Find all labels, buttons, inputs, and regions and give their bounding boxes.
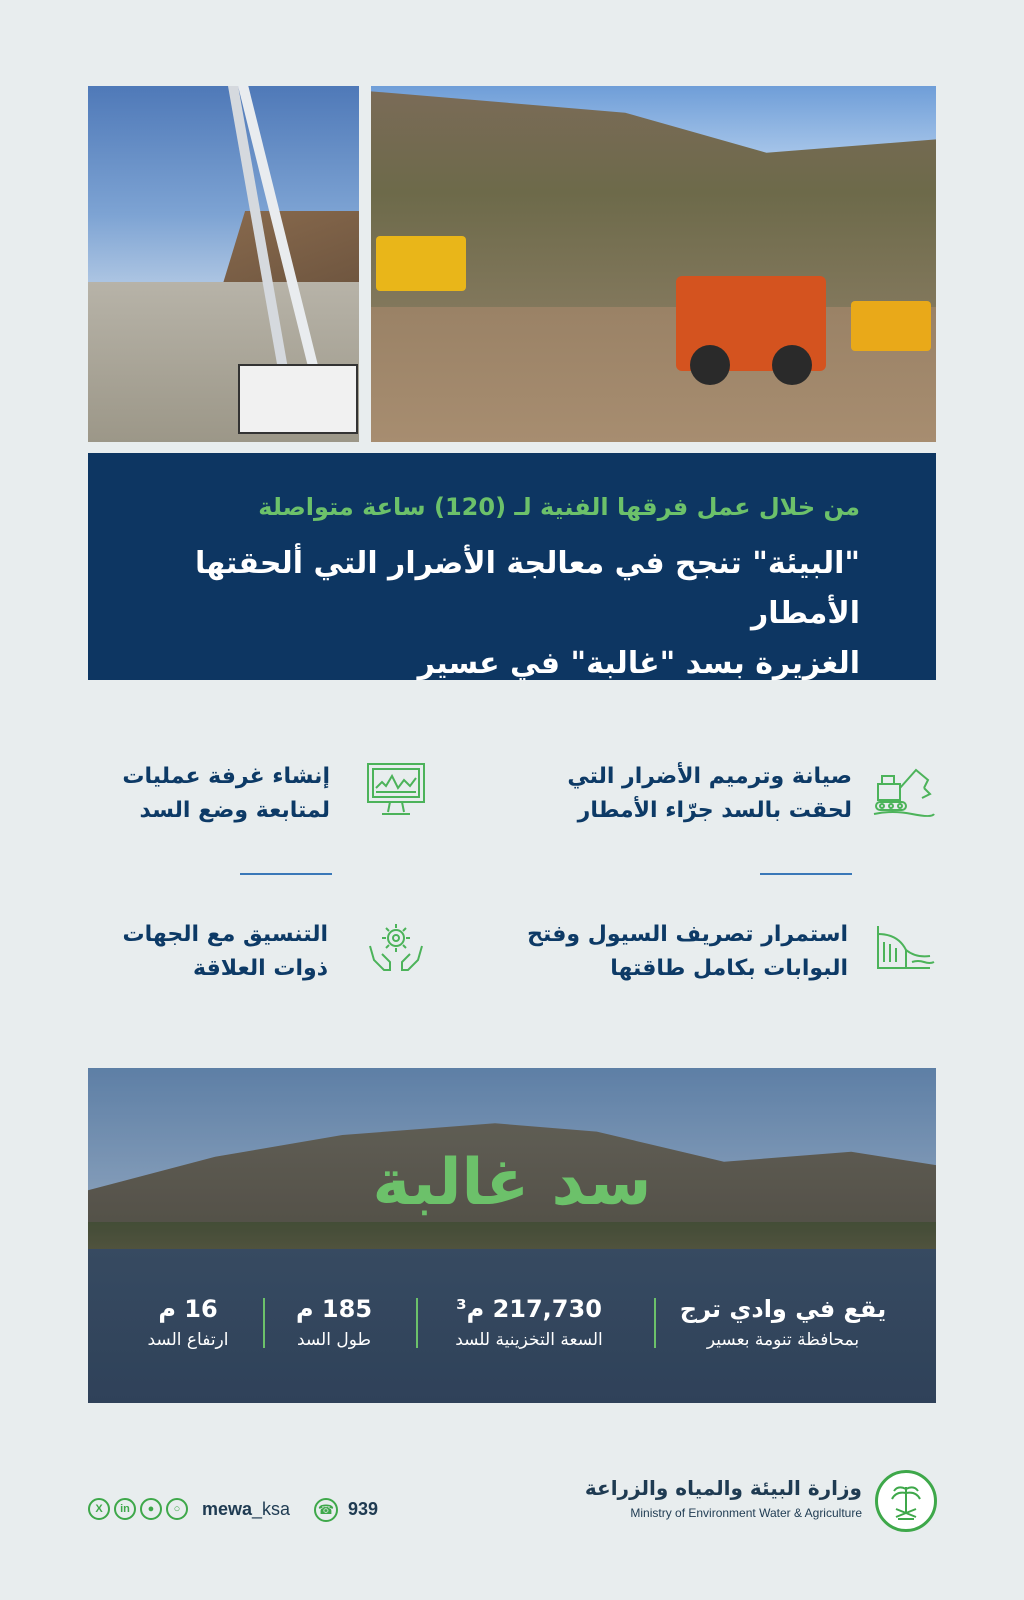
headline-panel (88, 453, 936, 680)
hands-gear-icon (364, 916, 428, 980)
x-icon[interactable]: X (88, 1498, 110, 1520)
dam-stat-location: يقع في وادي ترج بمحافظة تنومة بعسير (679, 1295, 887, 1350)
instagram-icon[interactable]: ○ (166, 1498, 188, 1520)
headline-title-line1: "البيئة" تنجح في معالجة الأضرار التي ألحقتها الأمطار (194, 546, 860, 631)
dam-stat-capacity: 217,730 م³ السعة التخزينية للسد (455, 1295, 603, 1350)
ministry-name-english: Ministry of Environment Water & Agriculture (630, 1506, 862, 1520)
snapchat-icon[interactable]: ● (140, 1498, 162, 1520)
stat-separator (654, 1298, 656, 1348)
ministry-logo (875, 1470, 937, 1532)
feature-divider-left (240, 873, 332, 875)
ministry-name-arabic: وزارة البيئة والمياه والزراعة (584, 1476, 862, 1500)
construction-photo-crane (88, 86, 359, 442)
feature-flood-drainage: استمرار تصريف السيول وفتح البوابات بكامل طاقتها (527, 922, 848, 981)
feature-operations-room: إنشاء غرفة عمليات لمتابعة وضع السد (122, 764, 330, 823)
headline-title-line2: الغزيرة بسد "غالبة" في عسير (417, 646, 860, 681)
stat-separator (263, 1298, 265, 1348)
excavator-icon (872, 758, 936, 822)
headline-subtitle: من خلال عمل فرقها الفنية لـ (120) ساعة متواصلة (258, 493, 860, 521)
monitor-chart-icon (364, 758, 428, 822)
linkedin-icon[interactable]: in (114, 1498, 136, 1520)
feature-repair: صيانة وترميم الأضرار التي لحقت بالسد جرّاء الأمطار (567, 764, 852, 823)
dam-info-panel (88, 1068, 936, 1403)
dam-stat-height: 16 م ارتفاع السد (147, 1295, 229, 1350)
stat-separator (416, 1298, 418, 1348)
dam-title: سد غالبة (372, 1146, 652, 1220)
headline-title (128, 539, 860, 689)
feature-coordination: التنسيق مع الجهات ذوات العلاقة (122, 922, 328, 981)
phone-icon: ☎ (314, 1498, 338, 1522)
dam-spillway-icon (872, 916, 936, 980)
dam-stat-length: 185 م طول السد (295, 1295, 373, 1350)
social-handle[interactable]: mewa_ksa (202, 1498, 291, 1519)
social-links (88, 1498, 290, 1520)
feature-divider-right (760, 873, 852, 875)
construction-photo-loaders (371, 86, 936, 442)
phone-number[interactable]: 939 (348, 1499, 379, 1519)
